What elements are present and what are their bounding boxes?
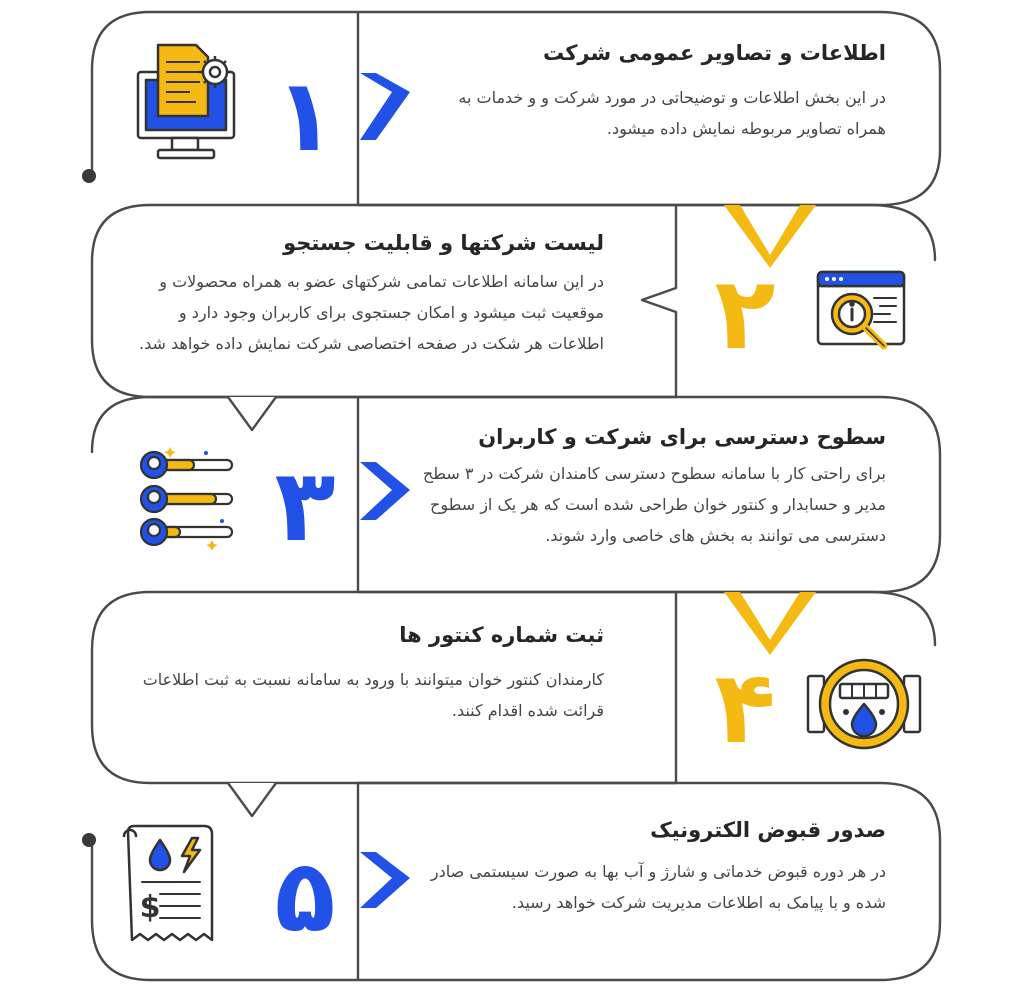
step-number-1: ۱ xyxy=(274,57,336,174)
chevron-down-icon-4 xyxy=(724,592,816,655)
chevron-right-icon-5 xyxy=(360,852,410,908)
speech-tail-card-2 xyxy=(228,397,276,430)
step-3-description: برای راحتی کار با سامانه سطوح دسترسی کامندان شرکت در ۳ سطح مدیر و حسابدار و کنتور خوان طراحی شده است که هر یک از سطوح دسترسی می توانند به بخش های خاصی وارد شوند. xyxy=(422,464,886,545)
step-2-description: در این سامانه اطلاعات تمامی شرکتهای عضو به همراه محصولات و موقعیت ثبت میشود و امکان جستجوی برای کاربران وجود دارد و اطلاعات هر شکت در صفحه اختصاصی شرکت نمایش داده خواهد شد. xyxy=(139,272,604,353)
chevron-right-icon-1 xyxy=(360,73,410,140)
computer-document-gear-icon xyxy=(138,45,234,158)
step-1-title: اطلاعات و تصاویر عمومی شرکت xyxy=(542,41,886,65)
step-number-5: ۵ xyxy=(274,837,336,954)
step-number-2: ۲ xyxy=(714,255,776,372)
chevron-right-icon-3 xyxy=(360,462,410,520)
user-levels-icon xyxy=(141,447,232,551)
connector-dot-top xyxy=(82,169,96,183)
utility-bill-receipt-icon xyxy=(124,826,212,940)
water-meter-icon xyxy=(808,660,920,748)
step-1-description: در این بخش اطلاعات و توضیحاتی در مورد شرکت و و خدمات به همراه تصاویر مربوطه نمایش داده میشود. xyxy=(458,88,886,138)
step-4-description: کارمندان کنتور خوان میتوانند با ورود به سامانه نسبت به ثبت اطلاعات قرائت شده اقدام کنند. xyxy=(142,670,604,720)
step-number-4: ۴ xyxy=(714,649,776,766)
browser-search-info-icon xyxy=(818,272,904,346)
step-4-title: ثبت شماره کنتور ها xyxy=(399,623,604,647)
connector-dot-bottom xyxy=(82,833,96,847)
svg-text:$: $ xyxy=(139,890,161,925)
step-5-title: صدور قبوض الکترونیک xyxy=(650,818,886,842)
step-3-title: سطوح دسترسی برای شرکت و کاربران xyxy=(478,425,886,449)
step-2-title: لیست شرکتها و قابلیت جستجو xyxy=(283,231,604,255)
step-number-3: ۳ xyxy=(274,447,336,564)
step-5-description: در هر دوره قبوض خدماتی و شارژ و آب بها به صورت سیستمی صادر شده و با پیامک به اطلاعات مدیریت شرکت خواهد رسید. xyxy=(430,862,886,912)
speech-tail-card-4 xyxy=(228,783,276,816)
